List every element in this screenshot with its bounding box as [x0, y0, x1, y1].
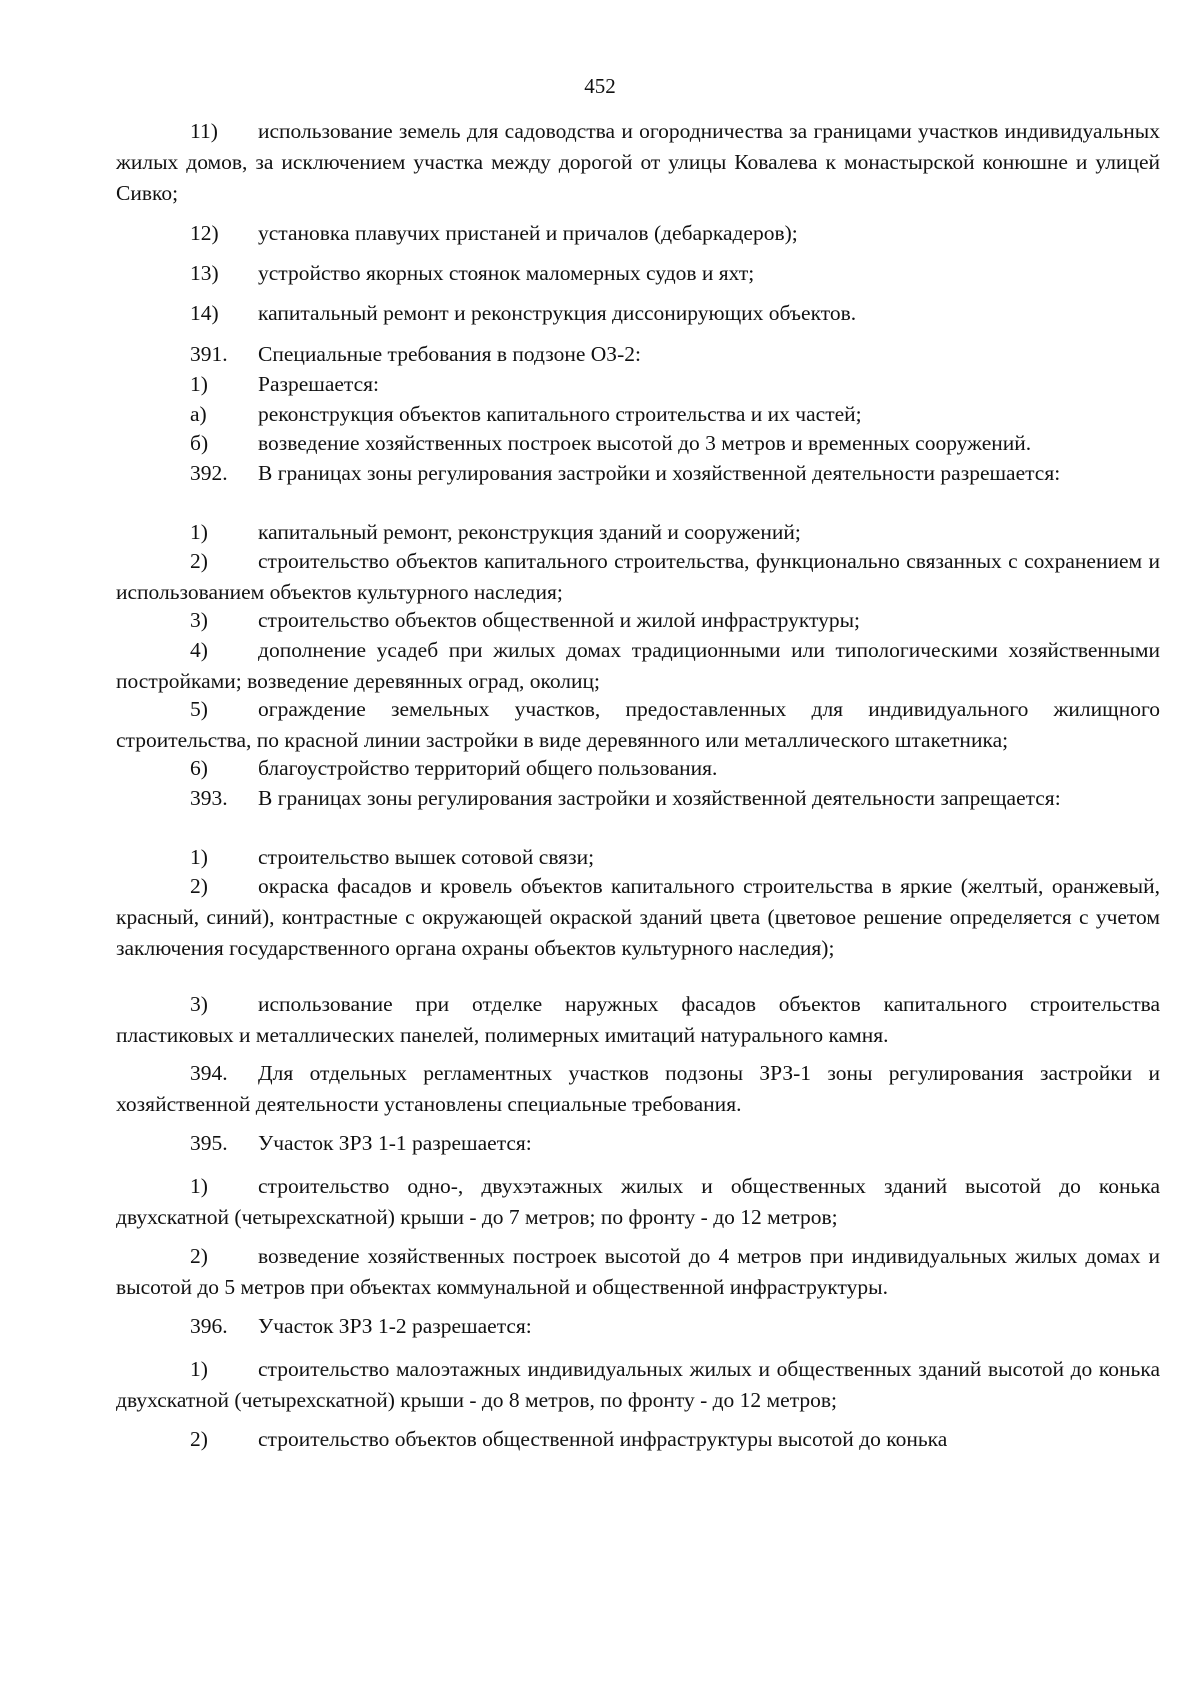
item-marker: 394. — [190, 1061, 228, 1085]
item-text: Для отдельных регламентных участков подзоны ЗРЗ-1 зоны регулирования застройки и хозяйственной деятельности установлены специальные требования. — [116, 1061, 1160, 1116]
item-text: использование земель для садоводства и огородничества за границами участков индивидуальных жилых домов, за исключением участка между дорогой от улицы Ковалева к монастырской конюшне и улицей Сивко; — [116, 119, 1160, 205]
item-marker: б) — [190, 431, 209, 455]
item-text: строительство малоэтажных индивидуальных жилых и общественных зданий высотой до конька двухскатной (четырехскатной) крыши - до 8 метров, по фронту - до 12 метров; — [116, 1357, 1160, 1412]
paragraph — [116, 458, 1160, 489]
paragraph — [116, 116, 1160, 209]
item-marker: 3) — [190, 992, 208, 1016]
paragraph — [116, 258, 1160, 289]
paragraph — [116, 842, 1160, 873]
paragraph — [116, 753, 1160, 784]
paragraph — [116, 1354, 1160, 1416]
paragraph — [116, 1171, 1160, 1233]
paragraph — [116, 339, 1160, 370]
item-marker: 3) — [190, 608, 208, 632]
item-marker: 6) — [190, 756, 208, 780]
item-marker: 1) — [190, 1174, 208, 1198]
paragraph — [116, 783, 1160, 814]
paragraph — [116, 517, 1160, 548]
item-marker: 395. — [190, 1131, 228, 1155]
item-text: окраска фасадов и кровель объектов капитального строительства в яркие (желтый, оранжевый, красный, синий), контрастные с окружающей окраской зданий цвета (цветовое решение определяется с учетом заключения государственного органа охраны объектов культурного наследия); — [116, 874, 1160, 960]
paragraph — [116, 871, 1160, 964]
item-text: возведение хозяйственных построек высотой до 3 метров и временных сооружений. — [258, 431, 1032, 455]
paragraph — [116, 694, 1160, 756]
item-marker: 14) — [190, 301, 219, 325]
paragraph — [116, 428, 1160, 459]
item-text: возведение хозяйственных построек высотой до 4 метров при индивидуальных жилых домах и высотой до 5 метров при объектах коммунальной и общественной инфраструктуры. — [116, 1244, 1160, 1299]
item-text: Специальные требования в подзоне ОЗ-2: — [258, 342, 641, 366]
paragraph — [116, 1311, 1160, 1342]
item-text: капитальный ремонт, реконструкция зданий и сооружений; — [258, 520, 801, 544]
item-marker: а) — [190, 402, 207, 426]
item-text: капитальный ремонт и реконструкция диссонирующих объектов. — [258, 301, 857, 325]
paragraph — [116, 399, 1160, 430]
item-text: строительство объектов общественной и жилой инфраструктуры; — [258, 608, 861, 632]
paragraph — [116, 989, 1160, 1051]
item-text: ограждение земельных участков, предоставленных для индивидуального жилищного строительства, по красной линии застройки в виде деревянного или металлического штакетника; — [116, 697, 1160, 752]
item-text: дополнение усадеб при жилых домах традиционными или типологическими хозяйственными постройками; возведение деревянных оград, околиц; — [116, 638, 1160, 693]
item-text: Участок ЗРЗ 1-2 разрешается: — [258, 1314, 532, 1338]
item-marker: 11) — [190, 119, 218, 143]
item-marker: 2) — [190, 549, 208, 573]
item-marker: 5) — [190, 697, 208, 721]
item-text: Участок ЗРЗ 1-1 разрешается: — [258, 1131, 532, 1155]
item-marker: 1) — [190, 1357, 208, 1381]
paragraph — [116, 298, 1160, 329]
item-text: строительство вышек сотовой связи; — [258, 845, 595, 869]
paragraph — [116, 218, 1160, 249]
item-marker: 1) — [190, 845, 208, 869]
paragraph — [116, 1128, 1160, 1159]
item-text: благоустройство территорий общего пользования. — [258, 756, 718, 780]
item-marker: 2) — [190, 1244, 208, 1268]
paragraph — [116, 605, 1160, 636]
item-marker: 13) — [190, 261, 219, 285]
item-text: В границах зоны регулирования застройки и хозяйственной деятельности запрещается: — [258, 786, 1061, 810]
item-marker: 393. — [190, 786, 228, 810]
item-marker: 12) — [190, 221, 219, 245]
item-marker: 1) — [190, 372, 208, 396]
item-text: строительство объектов капитального строительства, функционально связанных с сохранением и использованием объектов культурного наследия; — [116, 549, 1160, 604]
item-text: Разрешается: — [258, 372, 379, 396]
paragraph — [116, 369, 1160, 400]
item-text: установка плавучих пристаней и причалов (дебаркадеров); — [258, 221, 798, 245]
item-marker: 4) — [190, 638, 208, 662]
item-marker: 392. — [190, 461, 228, 485]
item-text: строительство объектов общественной инфраструктуры высотой до конька — [258, 1427, 948, 1451]
page-number: 452 — [584, 74, 616, 98]
paragraph — [116, 635, 1160, 697]
item-marker: 1) — [190, 520, 208, 544]
item-marker: 2) — [190, 874, 208, 898]
paragraph — [116, 1241, 1160, 1303]
item-text: использование при отделке наружных фасадов объектов капитального строительства пластиковых и металлических панелей, полимерных имитаций натурального камня. — [116, 992, 1160, 1047]
paragraph — [116, 1424, 1160, 1455]
item-text: строительство одно-, двухэтажных жилых и общественных зданий высотой до конька двухскатной (четырехскатной) крыши - до 7 метров; по фронту - до 12 метров; — [116, 1174, 1160, 1229]
item-text: реконструкция объектов капитального строительства и их частей; — [258, 402, 862, 426]
item-marker: 2) — [190, 1427, 208, 1451]
paragraph — [116, 1058, 1160, 1120]
paragraph — [116, 546, 1160, 608]
item-marker: 396. — [190, 1314, 228, 1338]
item-text: В границах зоны регулирования застройки и хозяйственной деятельности разрешается: — [258, 461, 1061, 485]
item-marker: 391. — [190, 342, 228, 366]
item-text: устройство якорных стоянок маломерных судов и яхт; — [258, 261, 755, 285]
